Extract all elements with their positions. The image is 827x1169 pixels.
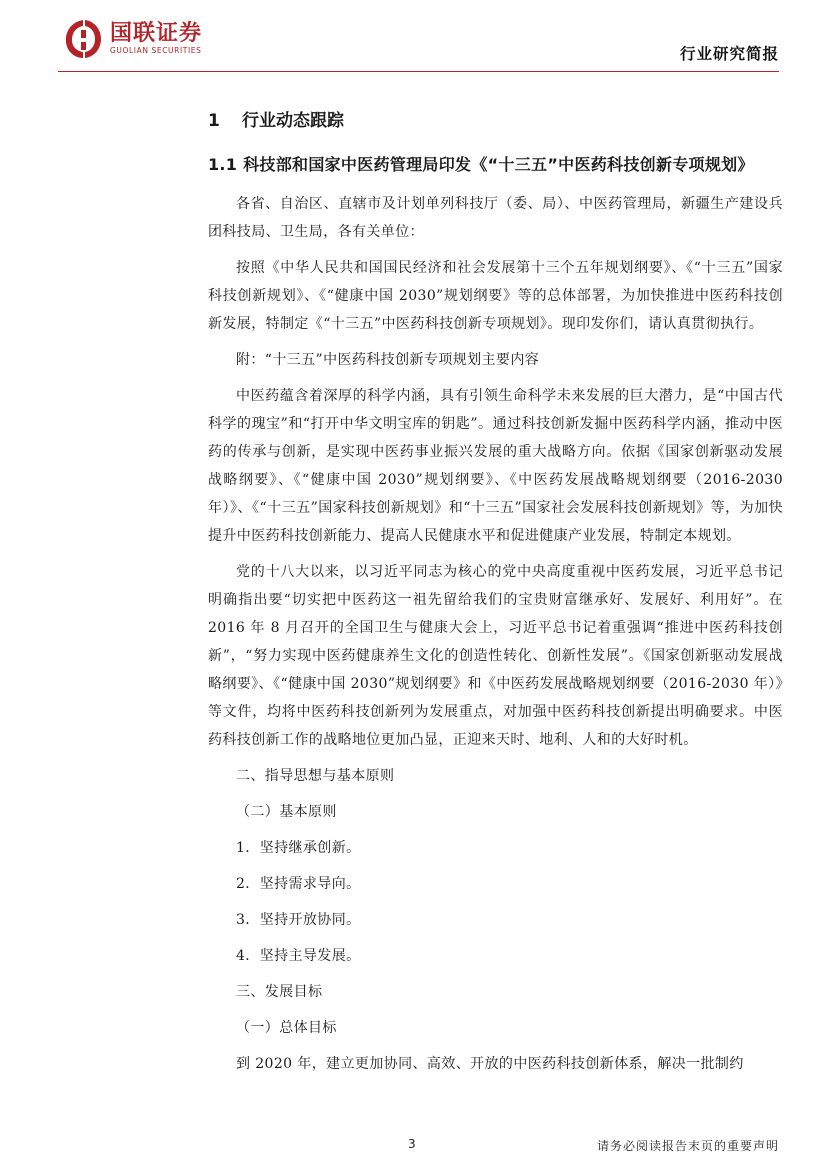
paragraph: 中医药蕴含着深厚的科学内涵，具有引领生命科学未来发展的巨大潜力，是“中国古代科学的瑰宝”和“打开中华文明宝库的钥匙”。通过科技创新发掘中医药科学内涵，推动中医药的传承与创新，是实现中医药事业振兴发展的重大战略方向。依据《国家创新驱动发展战略纲要》、《“健康中国 2030”规划纲要》、《中医药发展战略规划纲要（2016-2030 年）》、《“十三五”国家科技创新规划》和“十三五”国家社会发展科技创新规划》等，为加快提升中医药科技创新能力、提高人民健康水平和促进健康产业发展，特制定本规划。 xyxy=(208,388,783,544)
logo-english-name: GUOLIAN SECURITIES xyxy=(110,46,202,55)
logo-chinese-name: 国联证券 xyxy=(110,21,203,46)
company-logo xyxy=(62,18,202,60)
document-body xyxy=(208,108,783,1086)
outline-item: 1．坚持继承创新。 xyxy=(236,840,361,856)
outline-item: 3．坚持开放协同。 xyxy=(236,912,361,928)
section-heading xyxy=(208,108,783,134)
guolian-logo-icon xyxy=(62,18,104,60)
header-divider xyxy=(58,71,779,72)
paragraph: 按照《中华人民共和国国民经济和社会发展第十三个五年规划纲要》、《“十三五”国家科技创新规划》、《“健康中国 2030”规划纲要》等的总体部署，为加快推进中医药科技创新发展，特制定《“十三五”中医药科技创新专项规划》。现印发你们，请认真贯彻执行。 xyxy=(208,260,783,332)
subsection-heading: 1.1 科技部和国家中医药管理局印发《“十三五”中医药科技创新专项规划》 xyxy=(208,155,754,174)
outline-item: 二、指导思想与基本原则 xyxy=(236,768,395,784)
outline-item: 4．坚持主导发展。 xyxy=(236,948,361,964)
outline-item: （二）基本原则 xyxy=(236,804,337,820)
report-type-label: 行业研究简报 xyxy=(679,45,779,63)
footer-disclaimer: 请务必阅读报告末页的重要声明 xyxy=(596,1139,779,1153)
section-number: 1 xyxy=(208,111,220,131)
paragraph: 附：“十三五”中医药科技创新专项规划主要内容 xyxy=(236,352,540,368)
paragraph: 各省、自治区、直辖市及计划单列科技厅（委、局）、中医药管理局，新疆生产建设兵团科技局、卫生局，各有关单位： xyxy=(208,196,783,240)
outline-item: 三、发展目标 xyxy=(236,984,323,1000)
outline-item: （一）总体目标 xyxy=(236,1020,337,1036)
paragraph: 到 2020 年，建立更加协同、高效、开放的中医药科技创新体系，解决一批制约 xyxy=(236,1056,744,1072)
section-title: 行业动态跟踪 xyxy=(242,111,344,131)
page-number: 3 xyxy=(408,1137,416,1151)
paragraph: 党的十八大以来，以习近平同志为核心的党中央高度重视中医药发展，习近平总书记明确指出要“切实把中医药这一祖先留给我们的宝贵财富继承好、发展好、利用好”。在 2016 年 8 月召开的全国卫生与健康大会上，习近平总书记着重强调“推进中医药科技创新”，“努力实现中医药健康养生文化的创造性转化、创新性发展”。《国家创新驱动发展战略纲要》、《“健康中国 2030”规划纲要》和《中医药发展战略规划纲要（2016-2030 年）》等文件，均将中医药科技创新列为发展重点，对加强中医药科技创新提出明确要求。中医药科技创新工作的战略地位更加凸显，正迎来天时、地利、人和的大好时机。 xyxy=(208,564,783,748)
page-header xyxy=(0,0,827,80)
outline-item: 2．坚持需求导向。 xyxy=(236,876,361,892)
